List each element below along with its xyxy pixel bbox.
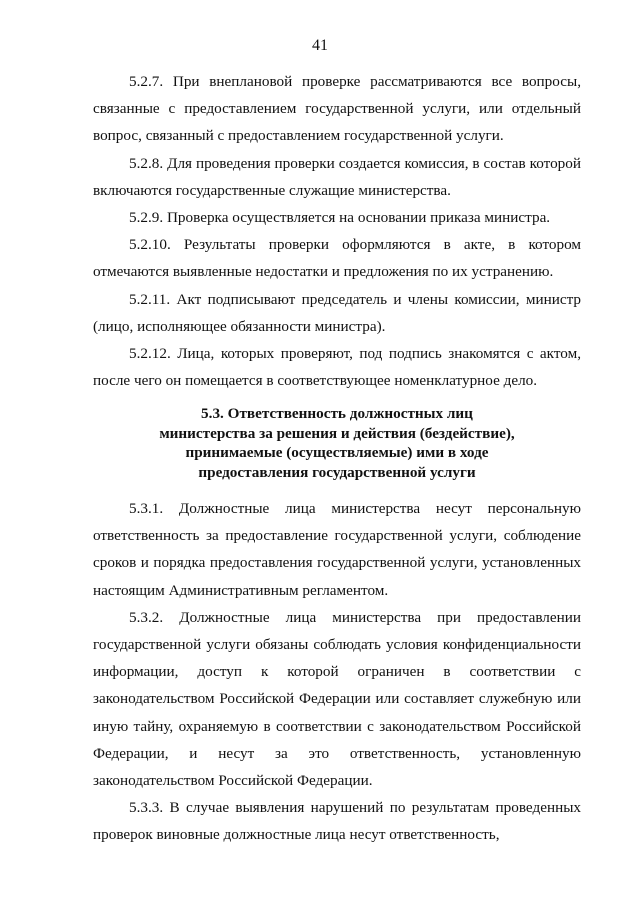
paragraph-5-2-9: 5.2.9. Проверка осуществляется на основании приказа министра. (129, 209, 551, 227)
paragraphs-block-top (93, 68, 581, 394)
paragraph-5-3-1: 5.3.1. Должностные лица министерства несут персональную ответственность за предоставление государственной услуги, соблюдение сроков и порядка предоставления государственной услуги, установленных настоящим Административным регламентом. (93, 500, 581, 599)
page-number: 41 (312, 37, 328, 54)
section-heading-line: принимаемые (осуществляемые) ими в ходе (185, 444, 489, 461)
section-heading-line: 5.3. Ответственность должностных лиц (201, 405, 473, 422)
paragraph-5-2-8: 5.2.8. Для проведения проверки создается комиссия, в состав которой включаются государственные служащие министерства. (93, 154, 581, 199)
paragraph-5-2-10: 5.2.10. Результаты проверки оформляются в акте, в котором отмечаются выявленные недостатки и предложения по их устранению. (93, 236, 581, 281)
paragraph-5-2-12: 5.2.12. Лица, которых проверяют, под подпись знакомятся с актом, после чего он помещается в соответствующее номенклатурное дело. (93, 345, 581, 390)
section-heading-5-3 (93, 404, 581, 482)
paragraph-5-3-3: 5.3.3. В случае выявления нарушений по результатам проведенных проверок виновные должностные лица несут ответственность, (93, 799, 581, 844)
paragraphs-block-bottom (93, 495, 581, 849)
paragraph-5-3-2: 5.3.2. Должностные лица министерства при предоставлении государственной услуги обязаны соблюдать условия конфиденциальности информации, доступ к которой ограничен в соответствии с законодательством Российской Федерации или составляет служебную или иную тайну, охраняемую в соответствии с законодательством Российской Федерации, и несут за это ответственность, установленную законодательством Российской Федерации. (93, 608, 581, 790)
section-heading-line: предоставления государственной услуги (198, 463, 476, 481)
paragraph-5-2-7: 5.2.7. При внеплановой проверке рассматриваются все вопросы, связанные с предоставлением государственной услуги, или отдельный вопрос, связанный с предоставлением государственной услуги. (93, 73, 581, 145)
paragraph-5-2-11: 5.2.11. Акт подписывают председатель и члены комиссии, министр (лицо, исполняющее обязанности министра). (93, 290, 581, 335)
section-heading-line: министерства за решения и действия (бездействие), (159, 424, 515, 442)
